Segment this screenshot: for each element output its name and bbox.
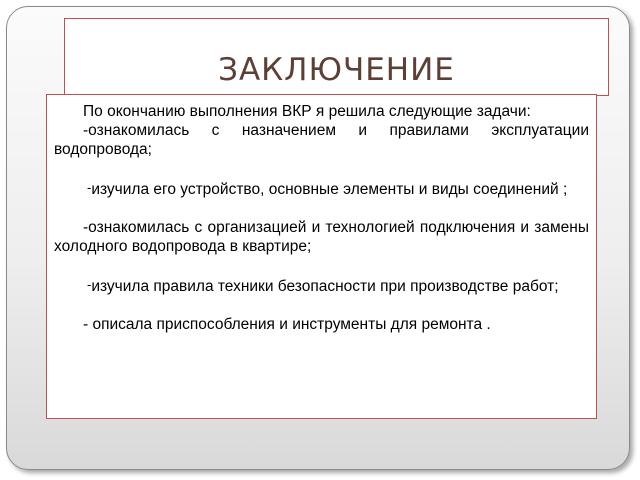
task-item-3: -ознакомилась с организацией и технологией подключения и замены холодного водопровода в квартире; — [54, 219, 589, 255]
spacer — [54, 256, 589, 275]
title-placeholder — [64, 18, 609, 96]
intro-paragraph: По окончанию выполнения ВКР я решила следующие задачи: — [83, 103, 531, 120]
task-item-4 — [68, 275, 589, 296]
spacer — [54, 296, 589, 315]
spacer — [54, 199, 589, 218]
slide-title: ЗАКЛЮЧЕНИЕ — [218, 52, 455, 88]
task-item-1: -ознакомилась с назначением и правилами эксплуатации водопровода; — [54, 122, 589, 158]
task-item-4-text: изучила правила техники безопасности при производстве работ; — [91, 278, 559, 295]
task-item-2 — [68, 178, 589, 199]
content-text-box — [46, 94, 597, 419]
task-item-2-text: изучила его устройство, основные элементы и виды соединений ; — [91, 181, 568, 198]
spacer — [54, 159, 589, 178]
dash-bullet-icon: - — [87, 180, 92, 195]
dash-bullet-icon: - — [87, 277, 92, 292]
task-item-5: - описала приспособления и инструменты для ремонта . — [83, 316, 491, 333]
